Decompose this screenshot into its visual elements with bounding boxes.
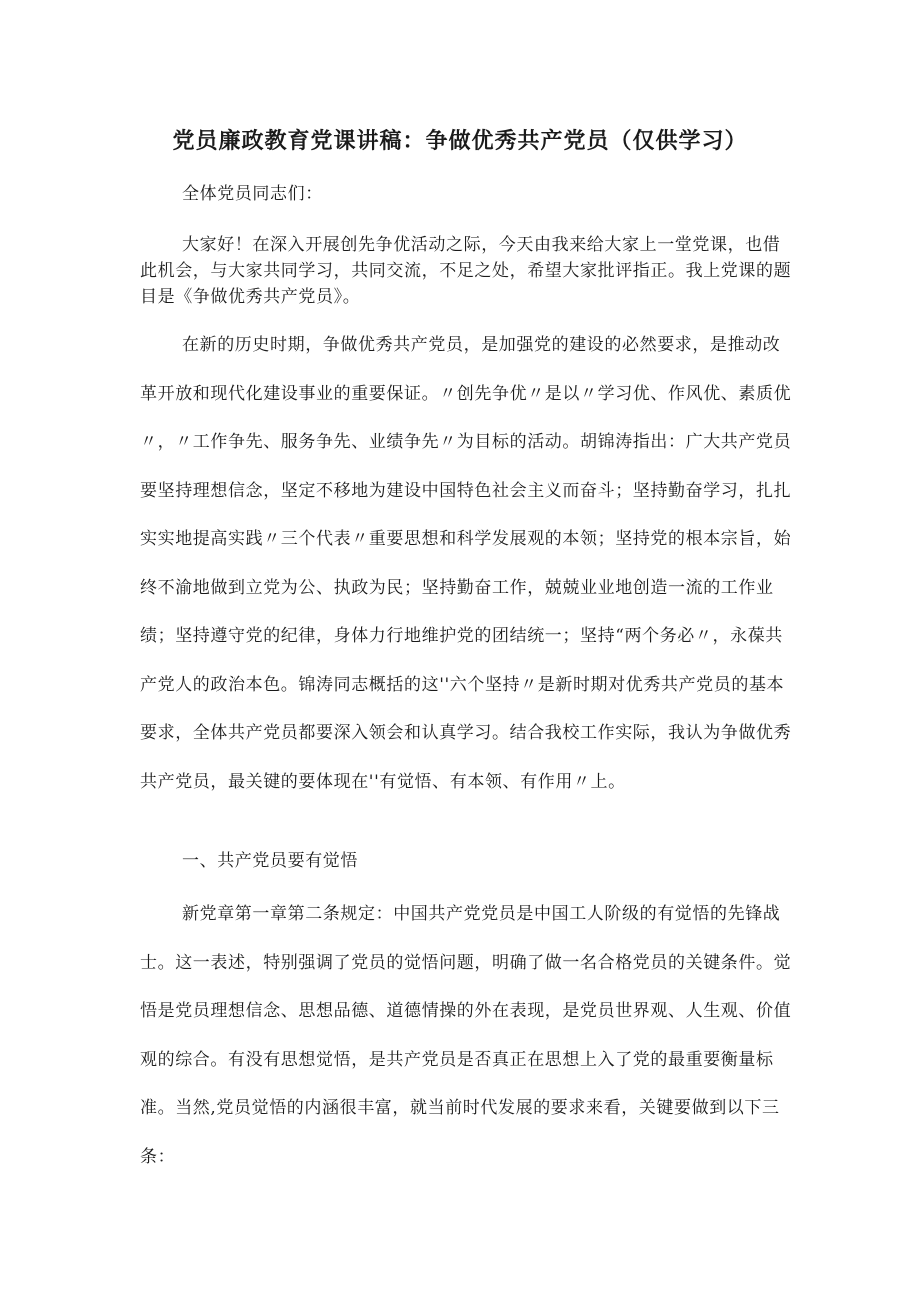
- section-heading: 一、共产党员要有觉悟: [182, 851, 358, 871]
- paragraph-requirements: 在新的历史时期，争做优秀共产党员，是加强党的建设的必然要求，是推动改革开放和现代化建设事业的重要保证。〃创先争优〃是以〃学习优、作风优、素质优〃，〃工作争先、服务争先、业绩争先〃为目标的活动。胡锦涛指出：广大共产党员要坚持理想信念，坚定不移地为建设中国特色社会主义而奋斗；坚持勤奋学习，扎扎实实地提高实践〃三个代表〃重要思想和科学发展观的本领；坚持党的根本宗旨，始终不渝地做到立党为公、执政为民；坚持勤奋工作，兢兢业业地创造一流的工作业绩；坚持遵守党的纪律，身体力行地维护党的团结统一；坚持“两个务必〃，永葆共产党人的政治本色。锦涛同志概括的这''六个坚持〃是新时期对优秀共产党员的基本要求，全体共产党员都要深入领会和认真学习。结合我校工作实际，我认为争做优秀共产党员，最关键的要体现在''有觉悟、有本领、有作用〃上。: [140, 335, 792, 792]
- salutation: 全体党员同志们：: [182, 184, 323, 204]
- document-title: 党员廉政教育党课讲稿：争做优秀共产党员（仅供学习）: [172, 129, 748, 154]
- paragraph-awareness: 新党章第一章第二条规定：中国共产党党员是中国工人阶级的有觉悟的先锋战士。这一表述，特别强调了党员的觉悟问题，明确了做一名合格党员的关键条件。觉悟是党员理想信念、思想品德、道德情操的外在表现，是党员世界观、人生观、价值观的综合。有没有思想觉悟，是共产党员是否真正在思想上入了党的最重要衡量标准。当然,党员觉悟的内涵很丰富，就当前时代发展的要求来看，关键要做到以下三条：: [140, 904, 792, 1167]
- paragraph-greeting: 大家好！在深入开展创先争优活动之际，今天由我来给大家上一堂党课，也借此机会，与大家共同学习，共同交流，不足之处，希望大家批评指正。我上党课的题目是《争做优秀共产党员》。: [140, 235, 792, 307]
